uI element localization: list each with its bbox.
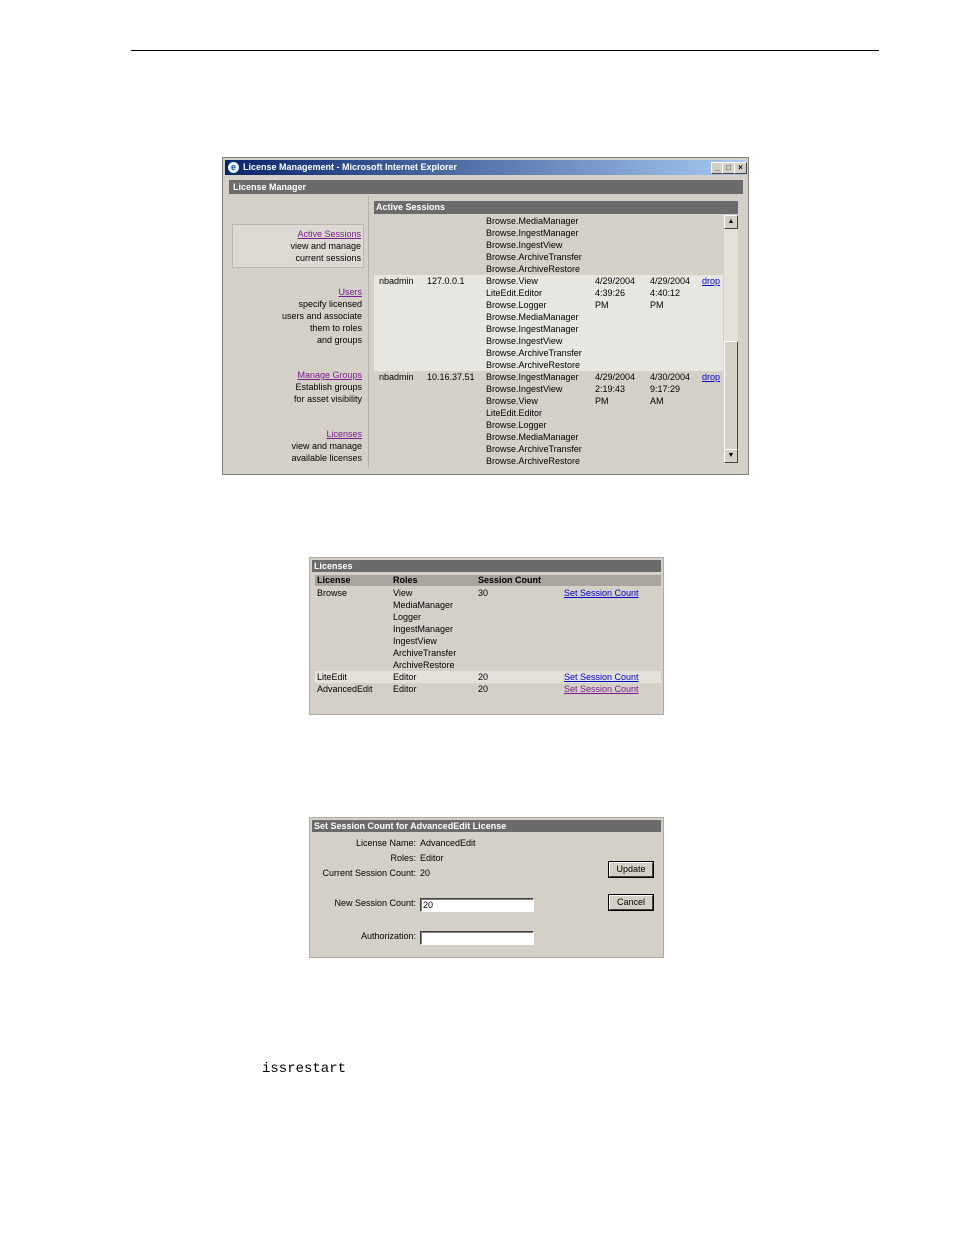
session-last-time (650, 275, 690, 311)
current-count-row (310, 868, 540, 880)
license-row-browse (315, 587, 661, 671)
license-name-value: AdvancedEdit (420, 838, 476, 848)
scroll-down-icon[interactable]: ▼ (724, 449, 738, 463)
new-count-label: New Session Count: (334, 898, 416, 908)
session-row-partial (374, 215, 723, 275)
role: Browse.ArchiveTransfer (486, 348, 582, 358)
role: LiteEdit.Editor (486, 408, 543, 418)
current-count-value: 20 (420, 868, 431, 878)
drop-session-link[interactable]: drop (702, 276, 721, 286)
role: Browse.ArchiveRestore (486, 360, 581, 370)
license-row-advancededit (315, 683, 661, 695)
window-title: License Management - Microsoft Internet Explorer (243, 162, 458, 172)
minimize-button[interactable]: _ (711, 162, 724, 174)
header-rule (131, 50, 879, 51)
role: LiteEdit.Editor (486, 288, 543, 298)
last-date: 4/30/2004 (650, 372, 691, 382)
session-start-time (595, 275, 635, 311)
active-sessions-header: Active Sessions (374, 201, 738, 214)
set-session-count-link[interactable]: Set Session Count (564, 588, 639, 598)
command-text: issrestart (262, 1061, 347, 1077)
nav-users (234, 286, 362, 346)
maximize-button[interactable]: □ (722, 162, 735, 174)
nav-desc: users and associate (281, 311, 362, 321)
roles-row (310, 853, 540, 865)
nav-desc: Establish groups (295, 382, 362, 392)
licenses-panel (309, 557, 664, 715)
nav-licenses (234, 428, 362, 464)
role: Browse.IngestView (486, 384, 563, 394)
update-button[interactable]: Update (609, 862, 653, 877)
session-last-time (650, 371, 690, 407)
start-date: 4/29/2004 (595, 372, 636, 382)
role: Browse.ArchiveRestore (486, 264, 581, 274)
license-role: Editor (393, 684, 417, 694)
last-date: 4/29/2004 (650, 276, 691, 286)
license-name: Browse (317, 588, 348, 598)
col-session-count: Session Count (478, 575, 542, 585)
role: Browse.Logger (486, 420, 547, 430)
authorization-input[interactable] (420, 931, 534, 945)
role: Browse.ArchiveTransfer (486, 444, 582, 454)
license-manager-header: License Manager (229, 180, 743, 194)
active-sessions-link[interactable]: Active Sessions (297, 229, 361, 239)
role: Browse.View (486, 276, 538, 286)
last-ampm: PM (650, 300, 664, 310)
licenses-table-header (315, 575, 661, 586)
role: Browse.ArchiveRestore (486, 456, 581, 464)
role: ArchiveRestore (393, 660, 455, 670)
role: Browse.IngestManager (486, 372, 579, 382)
col-license: License (317, 575, 351, 585)
manage-groups-link[interactable]: Manage Groups (297, 370, 362, 380)
session-row (374, 275, 723, 371)
roles-label: Roles: (390, 853, 416, 863)
role-list (486, 215, 582, 275)
session-ip: 10.16.37.51 (427, 372, 475, 382)
role: IngestView (393, 636, 437, 646)
role: Browse.IngestManager (486, 324, 579, 334)
close-button[interactable]: × (734, 162, 747, 174)
nav-desc: current sessions (295, 253, 361, 263)
start-clock: 4:39:26 (595, 288, 626, 298)
drop-session-link[interactable]: drop (702, 372, 721, 382)
role: MediaManager (393, 600, 454, 610)
role: Browse.MediaManager (486, 432, 579, 442)
col-roles: Roles (393, 575, 418, 585)
title-bar[interactable] (225, 160, 746, 175)
role: Browse.IngestManager (486, 228, 579, 238)
role: Logger (393, 612, 422, 622)
start-ampm: PM (595, 300, 609, 310)
start-date: 4/29/2004 (595, 276, 636, 286)
role: IngestManager (393, 624, 454, 634)
session-start-time (595, 371, 635, 407)
nav-desc: them to roles (309, 323, 362, 333)
last-clock: 9:17:29 (650, 384, 681, 394)
users-link[interactable]: Users (338, 287, 362, 297)
cancel-button[interactable]: Cancel (609, 895, 653, 910)
authorization-label: Authorization: (360, 931, 416, 941)
session-count: 20 (478, 672, 489, 682)
session-user: nbadmin (379, 372, 414, 382)
roles-value: Editor (420, 853, 444, 863)
nav-desc: available licenses (291, 453, 362, 463)
role: View (393, 588, 413, 598)
nav-desc: view and manage (290, 241, 361, 251)
role: Browse.Logger (486, 300, 547, 310)
license-row-liteedit (315, 671, 661, 683)
session-count: 30 (478, 588, 489, 598)
nav-desc: view and manage (291, 441, 362, 451)
licenses-link[interactable]: Licenses (326, 429, 362, 439)
license-name: AdvancedEdit (317, 684, 373, 694)
license-name-row (310, 838, 540, 850)
set-session-count-link[interactable]: Set Session Count (564, 684, 639, 694)
new-count-row (310, 898, 540, 914)
set-session-count-panel (309, 817, 664, 958)
role: Browse.MediaManager (486, 216, 579, 226)
role: Browse.View (486, 396, 538, 406)
license-name-label: License Name: (355, 838, 416, 848)
nav-desc: and groups (316, 335, 362, 345)
nav-manage-groups (234, 369, 362, 405)
session-ip: 127.0.0.1 (427, 276, 465, 286)
role: ArchiveTransfer (393, 648, 457, 658)
last-clock: 4:40:12 (650, 288, 681, 298)
session-row (374, 371, 723, 464)
role: Browse.IngestView (486, 240, 563, 250)
licenses-header: Licenses (312, 560, 661, 572)
license-name: LiteEdit (317, 672, 348, 682)
scroll-thumb[interactable] (724, 341, 738, 451)
start-clock: 2:19:43 (595, 384, 626, 394)
set-session-count-link[interactable]: Set Session Count (564, 672, 639, 682)
nav-active-sessions (232, 224, 364, 268)
role-list (486, 275, 582, 371)
nav-desc: for asset visibility (293, 394, 362, 404)
vertical-scrollbar[interactable] (724, 215, 738, 463)
session-user: nbadmin (379, 276, 414, 286)
sidebar (229, 196, 369, 468)
nav-desc: specify licensed (298, 299, 362, 309)
ie-icon: e (228, 162, 239, 173)
role: Browse.ArchiveTransfer (486, 252, 582, 262)
license-roles (393, 587, 456, 671)
scroll-up-icon[interactable]: ▲ (724, 215, 738, 229)
set-session-count-header: Set Session Count for AdvancedEdit License (312, 820, 661, 832)
current-count-label: Current Session Count: (322, 868, 416, 878)
last-ampm: AM (650, 396, 664, 406)
license-role: Editor (393, 672, 417, 682)
session-count: 20 (478, 684, 489, 694)
new-session-count-input[interactable] (420, 898, 534, 912)
role: Browse.MediaManager (486, 312, 579, 322)
active-sessions-panel (374, 201, 738, 464)
role-list (486, 371, 582, 464)
authorization-row (310, 931, 540, 947)
role: Browse.IngestView (486, 336, 563, 346)
start-ampm: PM (595, 396, 609, 406)
browser-window (222, 157, 749, 475)
